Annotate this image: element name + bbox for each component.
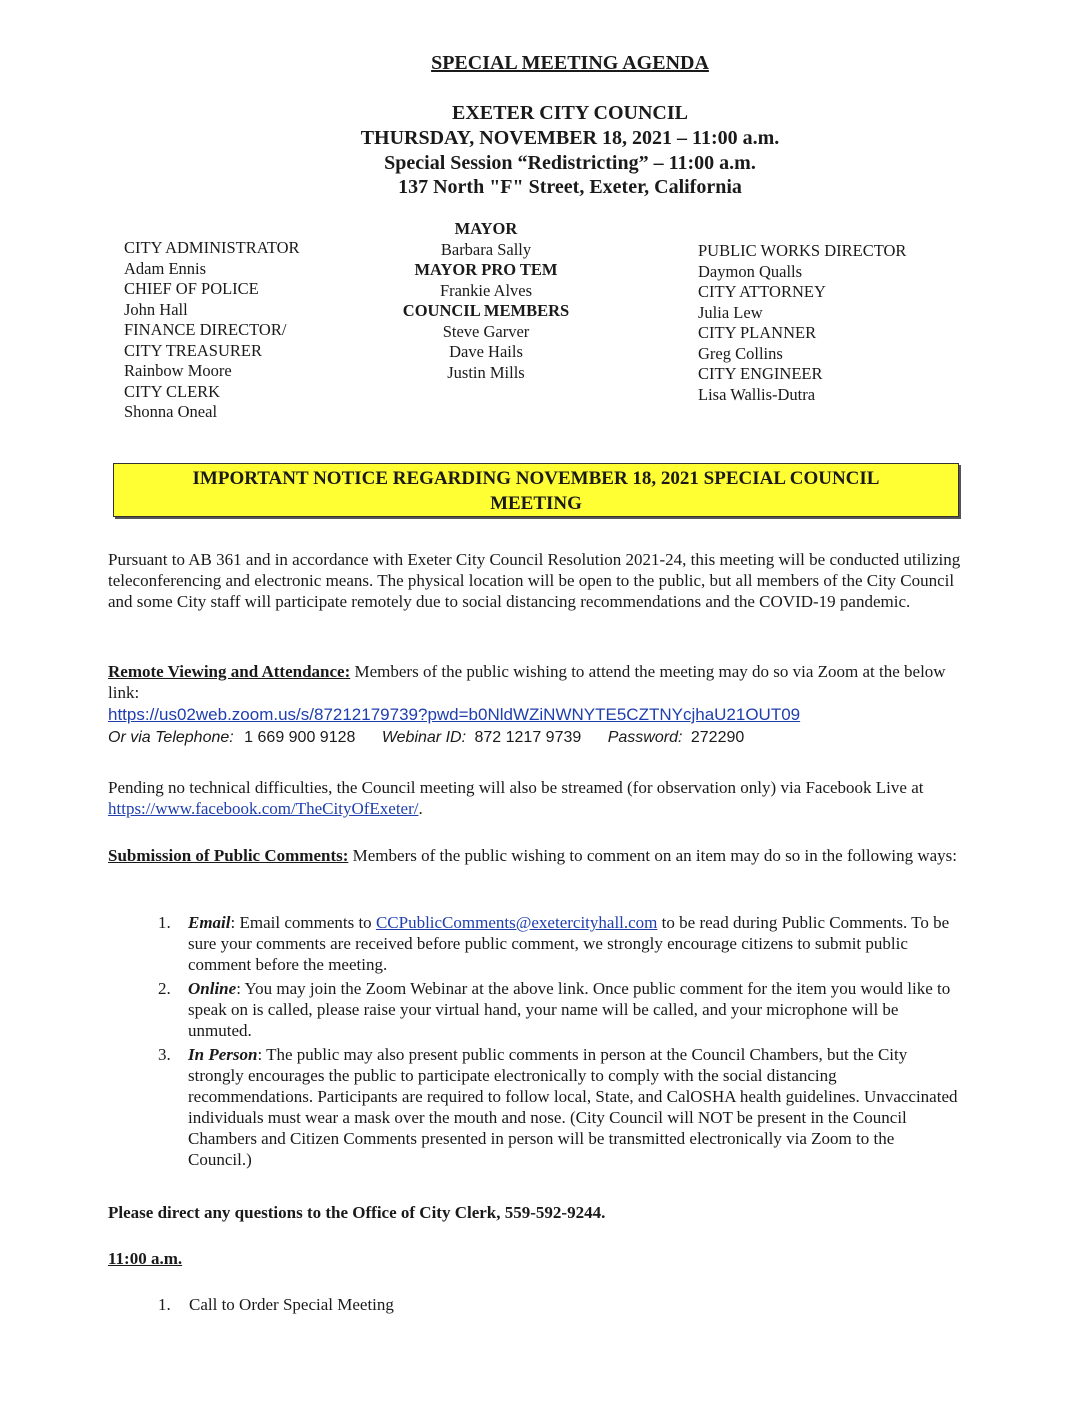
time-heading: 11:00 a.m. <box>108 1249 183 1268</box>
staff-entry: PUBLIC WORKS DIRECTOR <box>698 241 907 260</box>
important-notice-box <box>113 463 959 517</box>
zoom-link-row <box>108 705 800 725</box>
webinar-label: Webinar ID: <box>381 729 467 746</box>
staff-entry: CHIEF OF POLICE <box>124 279 259 298</box>
staff-entry: CITY ADMINISTRATOR <box>124 238 300 257</box>
staff-left-column <box>124 238 300 423</box>
staff-entry: CITY CLERK <box>124 381 221 401</box>
meeting-address: 137 North "F" Street, Exeter, California <box>398 176 742 198</box>
staff-entry: Greg Collins <box>698 343 783 363</box>
intro-paragraph: Pursuant to AB 361 and in accordance with Exeter City Council Resolution 2021-24, this meeting will be conducted utilizing teleconferencing and electronic means. The physical location will be open to the public, but all members of the City Council and some City staff will participate remotely due to social distancing recommendations and the COVID-19 pandemic. <box>108 550 961 611</box>
list-item <box>158 1044 958 1170</box>
telephone-row <box>108 729 744 747</box>
notice-line-1: IMPORTANT NOTICE REGARDING NOVEMBER 18, 2021 SPECIAL COUNCIL <box>192 468 880 489</box>
method-text: to be read during Public Comments. To be sure your comments are received before public comment, we strongly encourage citizens to submit public comment before the meeting. <box>188 913 950 974</box>
mayor-pro-tem-heading: MAYOR PRO TEM <box>414 260 558 279</box>
method-text: : Email comments to <box>230 913 376 932</box>
webinar-id: 872 1217 9739 <box>474 729 582 746</box>
list-item <box>158 912 958 975</box>
remote-viewing-section <box>108 661 968 703</box>
session-title: Special Session “Redistricting” – 11:00 a.m. <box>384 152 756 174</box>
telephone-label: Or via Telephone: <box>108 729 234 746</box>
method-text: : The public may also present public comments in person at the Council Chambers, but the City strongly encourages the public to participate electronically to comply with the social distancing recommendations. Participants are required to follow local, State, and CalOSHA health guidelines. Unvaccinated individuals must wear a mask over the mouth and nose. (City Council will NOT be present in the Council Chambers and Citizen Comments presented in person will be transmitted electronically via Zoom to the Council.) <box>188 1045 958 1169</box>
staff-entry: Adam Ennis <box>124 258 207 278</box>
staff-entry: CITY PLANNER <box>698 323 817 342</box>
staff-entry: Lisa Wallis-Dutra <box>698 384 816 404</box>
remote-viewing-label: Remote Viewing and Attendance: <box>108 662 351 681</box>
method-text: : You may join the Zoom Webinar at the above link. Once public comment for the item you would like to speak on is called, please raise your virtual hand, your name will be called, and your microphone will be unmuted. <box>188 979 951 1040</box>
streaming-end: . <box>418 799 423 818</box>
list-number: 3. <box>158 1045 171 1064</box>
council-members-heading: COUNCIL MEMBERS <box>402 301 570 320</box>
password-value: 272290 <box>690 729 745 746</box>
list-number: 2. <box>158 979 171 998</box>
staff-entry: CITY ENGINEER <box>698 364 823 383</box>
public-comments-section <box>108 845 968 866</box>
staff-entry: Rainbow Moore <box>124 361 232 380</box>
staff-right-column <box>698 241 906 405</box>
council-name: EXETER CITY COUNCIL <box>452 102 688 124</box>
agenda-item-number: 1. <box>158 1295 171 1314</box>
method-label-online: Online <box>188 979 237 998</box>
method-label-email: Email <box>188 913 231 932</box>
list-number: 1. <box>158 913 171 932</box>
staff-entry: FINANCE DIRECTOR/ <box>124 320 287 339</box>
page-title: SPECIAL MEETING AGENDA <box>431 52 709 74</box>
council-column <box>386 219 586 383</box>
streaming-text: Pending no technical difficulties, the Council meeting will also be streamed (for observation only) via Facebook Live at <box>108 778 924 797</box>
staff-entry: John Hall <box>124 299 188 319</box>
staff-entry: Julia Lew <box>698 302 763 322</box>
comment-methods-list <box>158 912 958 1173</box>
questions-line: Please direct any questions to the Office of City Clerk, 559-592-9244. <box>108 1203 606 1222</box>
meeting-date: THURSDAY, NOVEMBER 18, 2021 – 11:00 a.m. <box>360 127 780 149</box>
remote-viewing-text: Members of the public wishing to attend the meeting may do so via Zoom at the below link: <box>108 662 946 702</box>
mayor-pro-tem-name: Frankie Alves <box>439 280 533 300</box>
list-item <box>158 978 958 1041</box>
zoom-link[interactable]: https://us02web.zoom.us/s/87212179739?pwd=b0NldWZiNWNYTE5CZTNYcjhaU21OUT09 <box>108 705 801 724</box>
public-comments-label: Submission of Public Comments: <box>108 846 349 865</box>
staff-entry: Shonna Oneal <box>124 402 218 421</box>
staff-entry: CITY ATTORNEY <box>698 282 826 301</box>
agenda-item <box>158 1295 394 1315</box>
notice-line-2: MEETING <box>490 493 582 514</box>
council-member: Steve Garver <box>442 321 530 341</box>
agenda-item-text: Call to Order Special Meeting <box>189 1295 394 1314</box>
public-comments-text: Members of the public wishing to comment on an item may do so in the following ways: <box>352 846 957 865</box>
email-link[interactable]: CCPublicComments@exetercityhall.com <box>375 913 658 932</box>
telephone-number: 1 669 900 9128 <box>244 729 356 746</box>
council-member: Dave Hails <box>449 342 523 361</box>
staff-entry: Daymon Qualls <box>698 261 803 281</box>
password-label: Password: <box>607 729 683 746</box>
method-label-in-person: In Person <box>188 1045 258 1064</box>
streaming-paragraph <box>108 777 968 819</box>
council-member: Justin Mills <box>447 362 525 382</box>
mayor-name: Barbara Sally <box>440 239 532 259</box>
staff-entry: CITY TREASURER <box>124 340 262 360</box>
mayor-heading: MAYOR <box>454 219 518 238</box>
facebook-link[interactable]: https://www.facebook.com/TheCityOfExeter/ <box>108 799 419 818</box>
